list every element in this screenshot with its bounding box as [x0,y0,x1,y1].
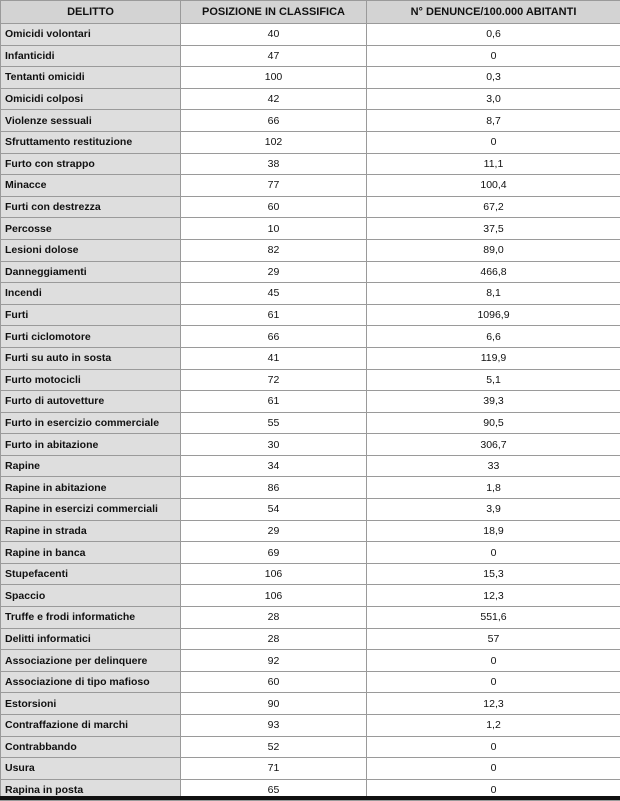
cell-posizione: 28 [181,628,367,650]
cell-posizione: 66 [181,326,367,348]
header-posizione: POSIZIONE IN CLASSIFICA [181,1,367,24]
table-row [1,563,620,585]
cell-delitto: Furto con strappo [1,153,181,175]
cell-delitto: Incendi [1,283,181,305]
cell-posizione: 28 [181,607,367,629]
cell-delitto: Furto in abitazione [1,434,181,456]
cell-delitto: Rapina in posta [1,779,181,801]
table-row [1,283,620,305]
table-row [1,499,620,521]
cell-delitto: Associazione per delinquere [1,650,181,672]
cell-posizione: 66 [181,110,367,132]
cell-delitto: Lesioni dolose [1,239,181,261]
table-row [1,196,620,218]
header-row [1,1,620,24]
cell-posizione: 10 [181,218,367,240]
table-row [1,261,620,283]
cell-delitto: Associazione di tipo mafioso [1,671,181,693]
cell-denunce: 0 [367,650,620,672]
table-row [1,67,620,89]
cell-delitto: Stupefacenti [1,563,181,585]
table-row [1,758,620,780]
cell-delitto: Furto in esercizio commerciale [1,412,181,434]
cell-denunce: 6,6 [367,326,620,348]
cell-delitto: Minacce [1,175,181,197]
cell-denunce: 1,8 [367,477,620,499]
cell-denunce: 8,7 [367,110,620,132]
cell-delitto: Percosse [1,218,181,240]
cell-denunce: 306,7 [367,434,620,456]
cell-posizione: 42 [181,88,367,110]
cell-denunce: 90,5 [367,412,620,434]
cell-delitto: Rapine in banca [1,542,181,564]
cell-denunce: 8,1 [367,283,620,305]
cell-delitto: Furto motocicli [1,369,181,391]
table-row [1,477,620,499]
table-row [1,434,620,456]
cell-posizione: 92 [181,650,367,672]
cell-posizione: 60 [181,196,367,218]
cell-denunce: 0,6 [367,24,620,46]
cell-denunce: 11,1 [367,153,620,175]
cell-posizione: 86 [181,477,367,499]
cell-posizione: 61 [181,304,367,326]
cell-posizione: 106 [181,585,367,607]
cell-delitto: Omicidi volontari [1,24,181,46]
cell-posizione: 93 [181,715,367,737]
table-row [1,175,620,197]
cell-denunce: 0 [367,45,620,67]
cell-delitto: Spaccio [1,585,181,607]
cell-posizione: 65 [181,779,367,801]
cell-delitto: Delitti informatici [1,628,181,650]
cell-denunce: 18,9 [367,520,620,542]
cell-posizione: 34 [181,455,367,477]
cell-denunce: 3,0 [367,88,620,110]
cell-posizione: 38 [181,153,367,175]
cell-denunce: 0,3 [367,67,620,89]
cell-posizione: 29 [181,261,367,283]
table-row [1,369,620,391]
cell-posizione: 47 [181,45,367,67]
cell-posizione: 100 [181,67,367,89]
cell-posizione: 61 [181,391,367,413]
cell-denunce: 0 [367,542,620,564]
cell-delitto: Furti su auto in sosta [1,347,181,369]
cell-delitto: Furti ciclomotore [1,326,181,348]
cell-denunce: 89,0 [367,239,620,261]
cell-denunce: 33 [367,455,620,477]
cell-delitto: Usura [1,758,181,780]
cell-delitto: Truffe e frodi informatiche [1,607,181,629]
cell-posizione: 106 [181,563,367,585]
cell-denunce: 12,3 [367,693,620,715]
table-row [1,326,620,348]
cell-denunce: 3,9 [367,499,620,521]
table-row [1,628,620,650]
cell-delitto: Rapine in abitazione [1,477,181,499]
cell-denunce: 0 [367,758,620,780]
table-body [1,24,620,801]
cell-denunce: 0 [367,736,620,758]
table-row [1,88,620,110]
cell-denunce: 67,2 [367,196,620,218]
cell-denunce: 119,9 [367,347,620,369]
cell-posizione: 77 [181,175,367,197]
cell-denunce: 39,3 [367,391,620,413]
table-row [1,153,620,175]
cell-delitto: Contraffazione di marchi [1,715,181,737]
table-row [1,715,620,737]
header-delitto: DELITTO [1,1,181,24]
cell-posizione: 69 [181,542,367,564]
cell-denunce: 466,8 [367,261,620,283]
cell-posizione: 54 [181,499,367,521]
table-row [1,671,620,693]
cell-posizione: 82 [181,239,367,261]
cell-denunce: 551,6 [367,607,620,629]
cell-delitto: Sfruttamento restituzione [1,131,181,153]
cell-delitto: Rapine in strada [1,520,181,542]
table-row [1,131,620,153]
table-row [1,650,620,672]
cell-delitto: Danneggiamenti [1,261,181,283]
cell-posizione: 29 [181,520,367,542]
table-row [1,455,620,477]
table-row [1,391,620,413]
table-row [1,736,620,758]
cell-delitto: Rapine in esercizi commerciali [1,499,181,521]
cell-posizione: 102 [181,131,367,153]
cell-denunce: 0 [367,671,620,693]
cell-posizione: 60 [181,671,367,693]
cell-posizione: 55 [181,412,367,434]
table-row [1,24,620,46]
table-row [1,218,620,240]
cell-posizione: 45 [181,283,367,305]
header-denunce: N° DENUNCE/100.000 ABITANTI [367,1,620,24]
cell-denunce: 0 [367,131,620,153]
table-row [1,520,620,542]
table-row [1,693,620,715]
cell-delitto: Infanticidi [1,45,181,67]
table-row [1,585,620,607]
cell-denunce: 15,3 [367,563,620,585]
cell-delitto: Furti con destrezza [1,196,181,218]
cell-denunce: 5,1 [367,369,620,391]
cell-delitto: Furti [1,304,181,326]
cell-posizione: 90 [181,693,367,715]
table-row [1,542,620,564]
table-row [1,304,620,326]
cell-delitto: Rapine [1,455,181,477]
cell-denunce: 1096,9 [367,304,620,326]
cell-posizione: 72 [181,369,367,391]
cell-denunce: 57 [367,628,620,650]
cell-delitto: Omicidi colposi [1,88,181,110]
cell-posizione: 71 [181,758,367,780]
table-row [1,412,620,434]
cell-denunce: 37,5 [367,218,620,240]
table-row [1,239,620,261]
cell-delitto: Furto di autovetture [1,391,181,413]
cell-posizione: 30 [181,434,367,456]
table-row [1,347,620,369]
table-row [1,45,620,67]
cell-delitto: Contrabbando [1,736,181,758]
cell-denunce: 100,4 [367,175,620,197]
table-row [1,607,620,629]
bottom-edge-bar [0,796,620,800]
cell-delitto: Tentanti omicidi [1,67,181,89]
cell-posizione: 41 [181,347,367,369]
cell-delitto: Violenze sessuali [1,110,181,132]
cell-denunce: 0 [367,779,620,801]
cell-denunce: 12,3 [367,585,620,607]
cell-delitto: Estorsioni [1,693,181,715]
cell-posizione: 40 [181,24,367,46]
cell-posizione: 52 [181,736,367,758]
table-row [1,110,620,132]
cell-denunce: 1,2 [367,715,620,737]
